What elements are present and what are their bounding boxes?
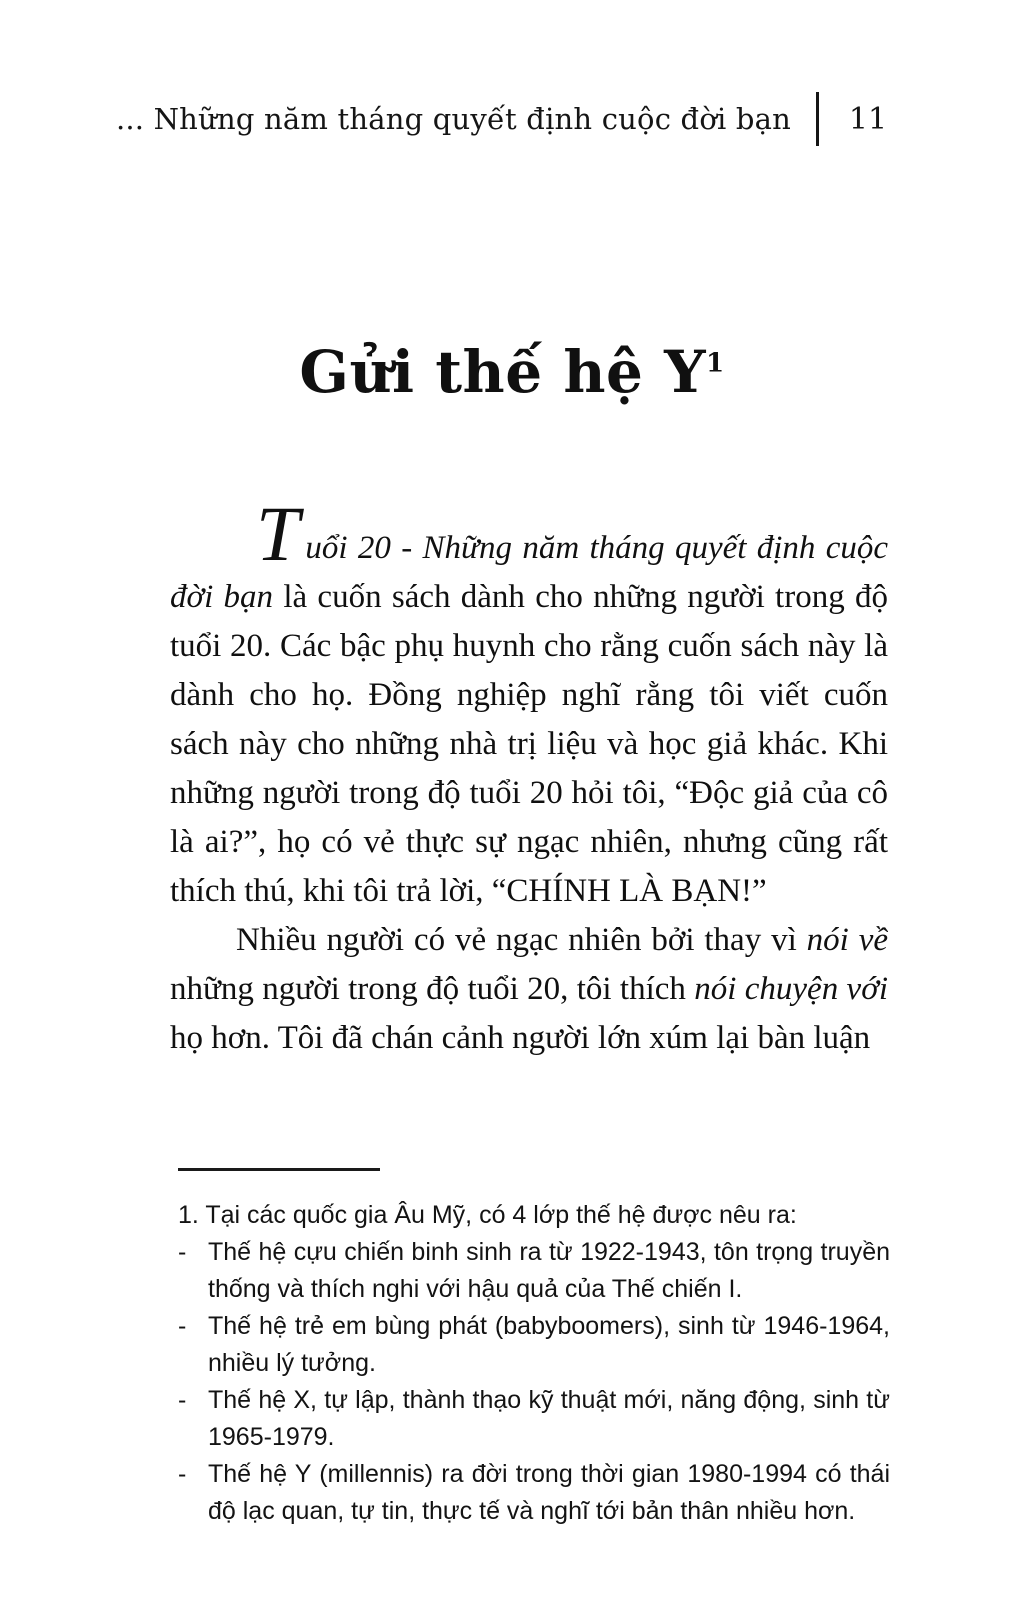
running-title: ... Những năm tháng quyết định cuộc đời bạn [115,102,791,136]
paragraph-2 [170,916,888,1063]
text-segment: nói chuyện với [694,971,888,1007]
footnote-item [170,1382,890,1456]
footnote-item-marker: - [178,1312,187,1340]
footnote-item-marker: - [178,1238,187,1266]
footnote-item-text: Thế hệ cựu chiến binh sinh ra từ 1922-1943, tôn trọng truyền thống và thích nghi với hậu quả của Thế chiến I. [208,1238,890,1303]
page-number: 11 [848,101,888,137]
chapter-title [0,338,1024,406]
footnote-reference: 1 [706,347,725,379]
running-header [0,92,1024,146]
paragraph-1 [170,490,888,916]
body-text [170,490,888,1063]
footnote-intro: 1. Tại các quốc gia Âu Mỹ, có 4 lớp thế hệ được nêu ra: [178,1201,797,1229]
footnote-block [170,1168,890,1530]
footnote-item [170,1456,890,1530]
text-segment: uổi 20 - Những năm tháng quyết định cuộc đời bạn [170,530,888,615]
footnote-item-marker: - [178,1460,187,1488]
footnote-rule [178,1168,380,1171]
footnote-item-text: Thế hệ Y (millennis) ra đời trong thời gian 1980-1994 có thái độ lạc quan, tự tin, thực tế và nghĩ tới bản thân nhiều hơn. [208,1460,890,1525]
text-segment: họ hơn. Tôi đã chán cảnh người lớn xúm lại bàn luận [170,1020,871,1056]
dropcap-letter: T [256,490,300,577]
text-segment: Nhiều người có vẻ ngạc nhiên bởi thay vì [236,922,807,958]
text-segment: những người trong độ tuổi 20, tôi thích [170,971,695,1007]
footnote-item-marker: - [178,1386,187,1414]
footnote-item-text: Thế hệ trẻ em bùng phát (babyboomers), sinh từ 1946-1964, nhiều lý tưởng. [208,1312,890,1377]
text-segment: nói về [806,922,888,958]
header-divider [816,92,819,146]
text-segment: là cuốn sách dành cho những người trong độ tuổi 20. Các bậc phụ huynh cho rằng cuốn sách này là dành cho họ. Đồng nghiệp nghĩ rằng tôi viết cuốn sách này cho những nhà trị liệu và học giả khác. Khi những người trong độ tuổi 20 hỏi tôi, “Độc giả của cô là ai?”, họ có vẻ thực sự ngạc nhiên, nhưng cũng rất thích thú, khi tôi trả lời, “CHÍNH LÀ BẠN!” [170,579,888,909]
footnote-item-text: Thế hệ X, tự lập, thành thạo kỹ thuật mới, năng động, sinh từ 1965-1979. [208,1386,890,1451]
footnote-item [170,1234,890,1308]
footnote-list [170,1234,890,1530]
footnote-item [170,1308,890,1382]
chapter-title-text: Gửi thế hệ Y [299,338,706,406]
